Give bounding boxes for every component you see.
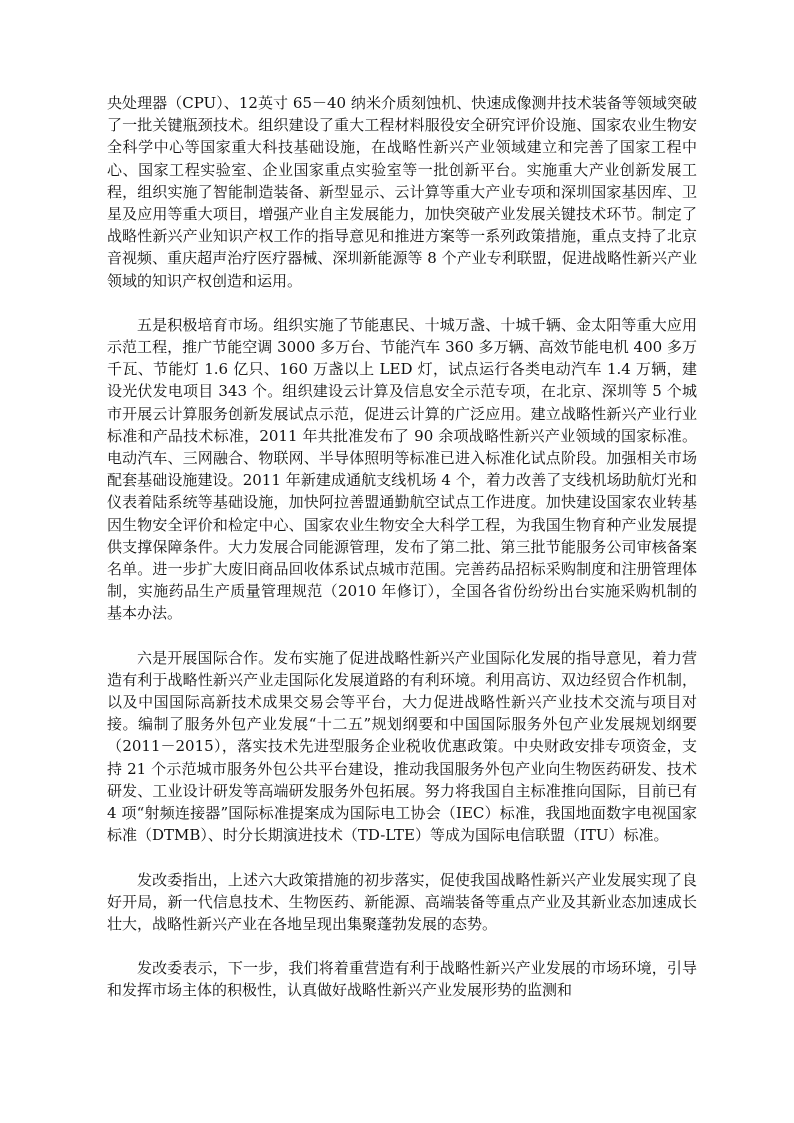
paragraph-international-cooperation: 六是开展国际合作。发布实施了促进战略性新兴产业国际化发展的指导意见，着力营造有利于战略性新兴产业走国际化发展道路的有利环境。利用高访、双边经贸合作机制，以及中国国际高新技术成果交易会等平台，大力促进战略性新兴产业技术交流与项目对接。编制了服务外包产业发展“十二五”规划纲要和中国国际服务外包产业发展规划纲要（2011－2015），落实技术先进型服务企业税收优惠政策。中央财政安排专项资金，支持 21 个示范城市服务外包公共平台建设，推动我国服务外包产业向生物医药研发、技术研发、工业设计研发等高端研发服务外包拓展。努力将我国自主标准推向国际，目前已有 4 项“射频连接器”国际标准提案成为国际电工协会（IEC）标准，我国地面数字电视国家标准（DTMB）、时分长期演进技术（TD-LTE）等成为国际电信联盟（ITU）标准。 [107,648,697,845]
document-page [107,92,697,1092]
paragraph-market-cultivation: 五是积极培育市场。组织实施了节能惠民、十城万盏、十城千辆、金太阳等重大应用示范工程，推广节能空调 3000 多万台、节能汽车 360 多万辆、高效节能电机 400 多万千瓦、节能灯 1.6 亿只、160 万盏以上 LED 灯，试点运行各类电动汽车 1.4 万辆，建设光伏发电项目 343 个。组织建设云计算及信息安全示范专项，在北京、深圳等 5 个城市开展云计算服务创新发展试点示范，促进云计算的广泛应用。建立战略性新兴产业行业标准和产品技术标准，2011 年共批准发布了 90 余项战略性新兴产业领域的国家标准。电动汽车、三网融合、物联网、半导体照明等标准已进入标准化试点阶段。加强相关市场配套基础设施建设。2011 年新建成通航支线机场 4 个，着力改善了支线机场助航灯光和仪表着陆系统等基础设施，加快阿拉善盟通勤航空试点工作进度。加快建设国家农业转基因生物安全评价和检定中心、国家农业生物安全大科学工程，为我国生物育种产业发展提供支撑保障条件。大力发展合同能源管理，发布了第二批、第三批节能服务公司审核备案名单。进一步扩大废旧商品回收体系试点城市范围。完善药品招标采购制度和注册管理体制，实施药品生产质量管理规范（2010 年修订），全国各省份纷纷出台实施采购机制的基本办法。 [107,315,697,623]
paragraph-next-steps: 发改委表示，下一步，我们将着重营造有利于战略性新兴产业发展的市场环境，引导和发挥市场主体的积极性，认真做好战略性新兴产业发展形势的监测和 [107,959,697,1000]
paragraph-ndrc-summary: 发改委指出，上述六大政策措施的初步落实，促使我国战略性新兴产业发展实现了良好开局，新一代信息技术、生物医药、新能源、高端装备等重点产业及其新业态加速成长壮大，战略性新兴产业在各地呈现出集聚蓬勃发展的态势。 [107,870,697,933]
paragraph-innovation-continued: 央处理器（CPU）、12英寸 65－40 纳米介质刻蚀机、快速成像测井技术装备等领域突破了一批关键瓶颈技术。组织建设了重大工程材料服役安全研究评价设施、国家农业生物安全科学中心等国家重大科技基础设施，在战略性新兴产业领域建立和完善了国家工程中心、国家工程实验室、企业国家重点实验室等一批创新平台。实施重大产业创新发展工程，组织实施了智能制造装备、新型显示、云计算等重大产业专项和深圳国家基因库、卫星及应用等重大项目，增强产业自主发展能力，加快突破产业发展关键技术环节。制定了战略性新兴产业知识产权工作的指导意见和推进方案等一系列政策措施，重点支持了北京音视频、重庆超声治疗医疗器械、深圳新能源等 8 个产业专利联盟，促进战略性新兴产业领域的知识产权创造和运用。 [107,94,697,290]
